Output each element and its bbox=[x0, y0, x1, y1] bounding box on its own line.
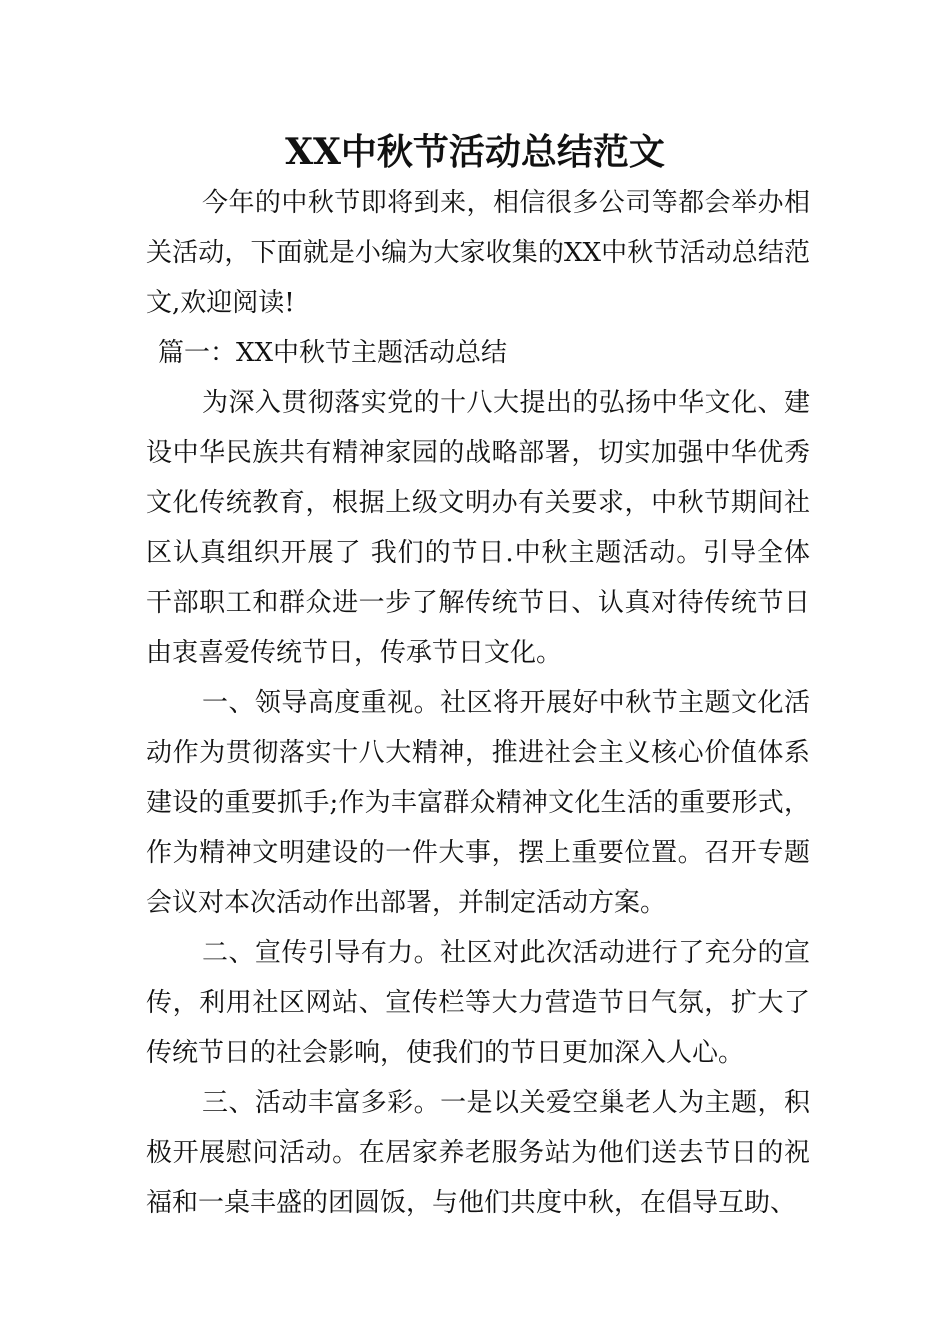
paragraph-1: 为深入贯彻落实党的十八大提出的弘扬中华文化、建设中华民族共有精神家园的战略部署，切实加强中华优秀文化传统教育，根据上级文明办有关要求，中秋节期间社区认真组织开展了 我们的节日.中秋主题活动。引导全体干部职工和群众进一步了解传统节日、认真对待传统节日由衷喜爱传统节日，传承节日文化。 bbox=[146, 388, 810, 668]
section-heading: 篇一：XX中秋节主题活动总结 bbox=[158, 338, 508, 368]
paragraph-2: 一、领导高度重视。社区将开展好中秋节主题文化活动作为贯彻落实十八大精神，推进社会主义核心价值体系建设的重要抓手;作为丰富群众精神文化生活的重要形式，作为精神文明建设的一件大事，摆上重要位置。召开专题会议对本次活动作出部署，并制定活动方案。 bbox=[146, 688, 810, 918]
paragraph-3: 二、宣传引导有力。社区对此次活动进行了充分的宣传，利用社区网站、宣传栏等大力营造节日气氛，扩大了传统节日的社会影响，使我们的节日更加深入人心。 bbox=[146, 938, 810, 1068]
document-title: XX中秋节活动总结范文 bbox=[285, 131, 665, 173]
intro-paragraph: 今年的中秋节即将到来，相信很多公司等都会举办相关活动，下面就是小编为大家收集的XX中秋节活动总结范文,欢迎阅读! bbox=[146, 188, 810, 318]
paragraph-4: 三、活动丰富多彩。一是以关爱空巢老人为主题，积极开展慰问活动。在居家养老服务站为他们送去节日的祝福和一桌丰盛的团圆饭，与他们共度中秋，在倡导互助、 bbox=[146, 1088, 810, 1218]
document-body bbox=[146, 178, 810, 1228]
